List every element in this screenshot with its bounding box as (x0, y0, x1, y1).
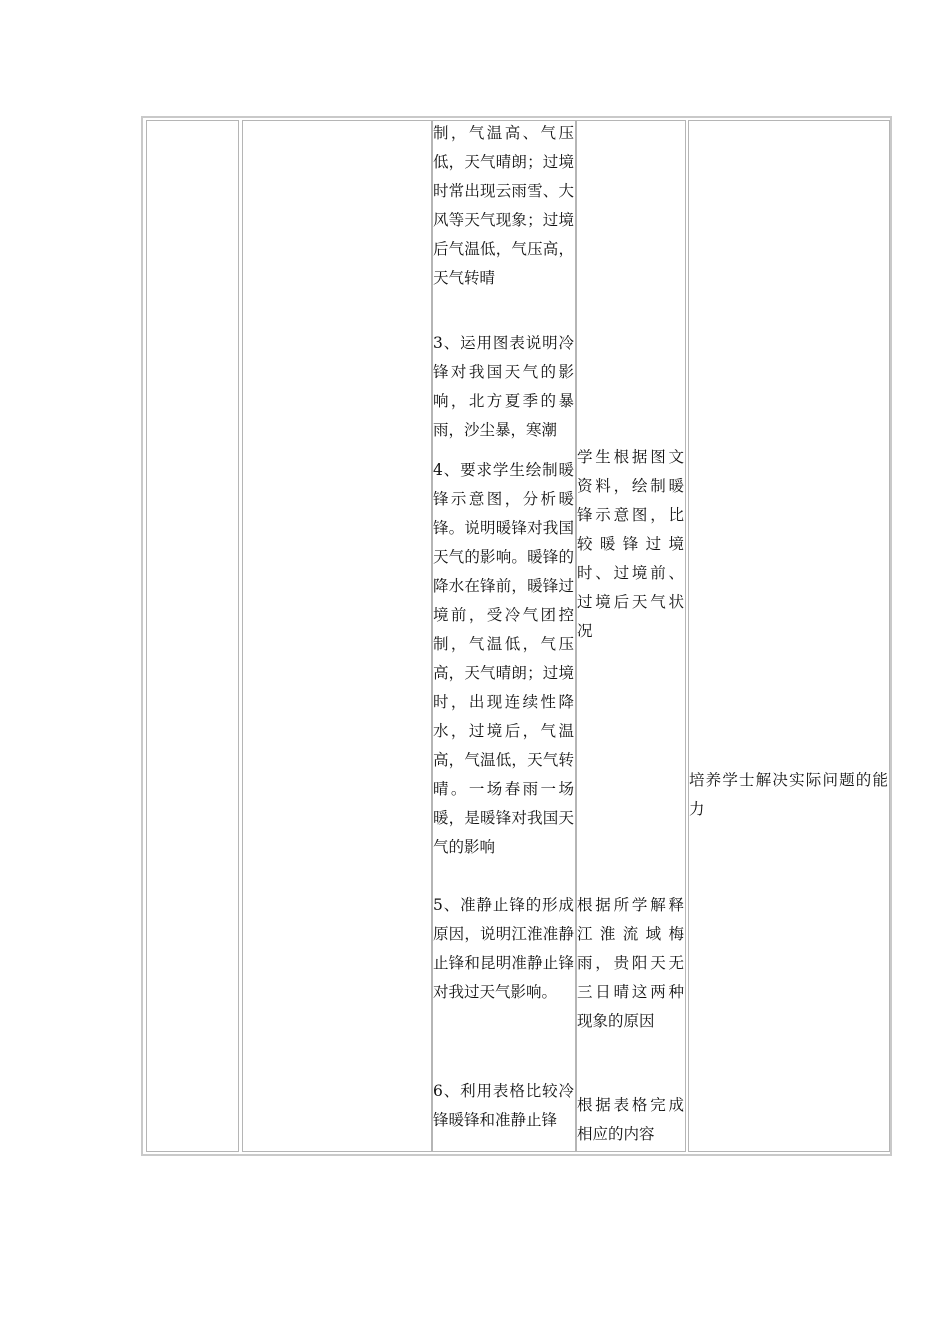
design-intent: 培养学士解决实际问题的能力 (689, 771, 888, 818)
lesson-plan-table (141, 116, 892, 1156)
table-column-2 (242, 120, 432, 1152)
activity-6: 6、利用表格比较冷锋暖锋和准静止锋 (433, 1082, 574, 1129)
activity-3: 3、运用图表说明冷锋对我国天气的影响，北方夏季的暴雨，沙尘暴，寒潮 (433, 334, 574, 439)
teacher-activity-column (432, 120, 576, 1152)
activity-cold-front-continued: 制，气温高、气压低，天气晴朗；过境时常出现云雨雪、大风等天气现象；过境后气温低，气压高，天气转晴 (433, 124, 574, 287)
table-column-1 (146, 120, 239, 1152)
student-activity-column (576, 120, 686, 1152)
activity-5: 5、准静止锋的形成原因，说明江淮准静止锋和昆明准静止锋对我过天气影响。 (433, 896, 574, 1001)
student-activity-table: 根据表格完成相应的内容 (577, 1096, 684, 1143)
goal-column (688, 120, 890, 1152)
student-activity-warm-front: 学生根据图文资料，绘制暖锋示意图，比较暖锋过境时、过境前、过境后天气状况 (577, 448, 684, 640)
activity-4: 4、要求学生绘制暖锋示意图，分析暖锋。说明暖锋对我国天气的影响。暖锋的降水在锋前，暖锋过境前，受冷气团控制，气温低，气压高，天气晴朗；过境时，出现连续性降水，过境后，气温高，气温低，天气转晴。一场春雨一场暖，是暖锋对我国天气的影响 (433, 461, 574, 856)
student-activity-stationary-front: 根据所学解释江淮流域梅雨，贵阳天无三日晴这两种现象的原因 (577, 896, 684, 1030)
